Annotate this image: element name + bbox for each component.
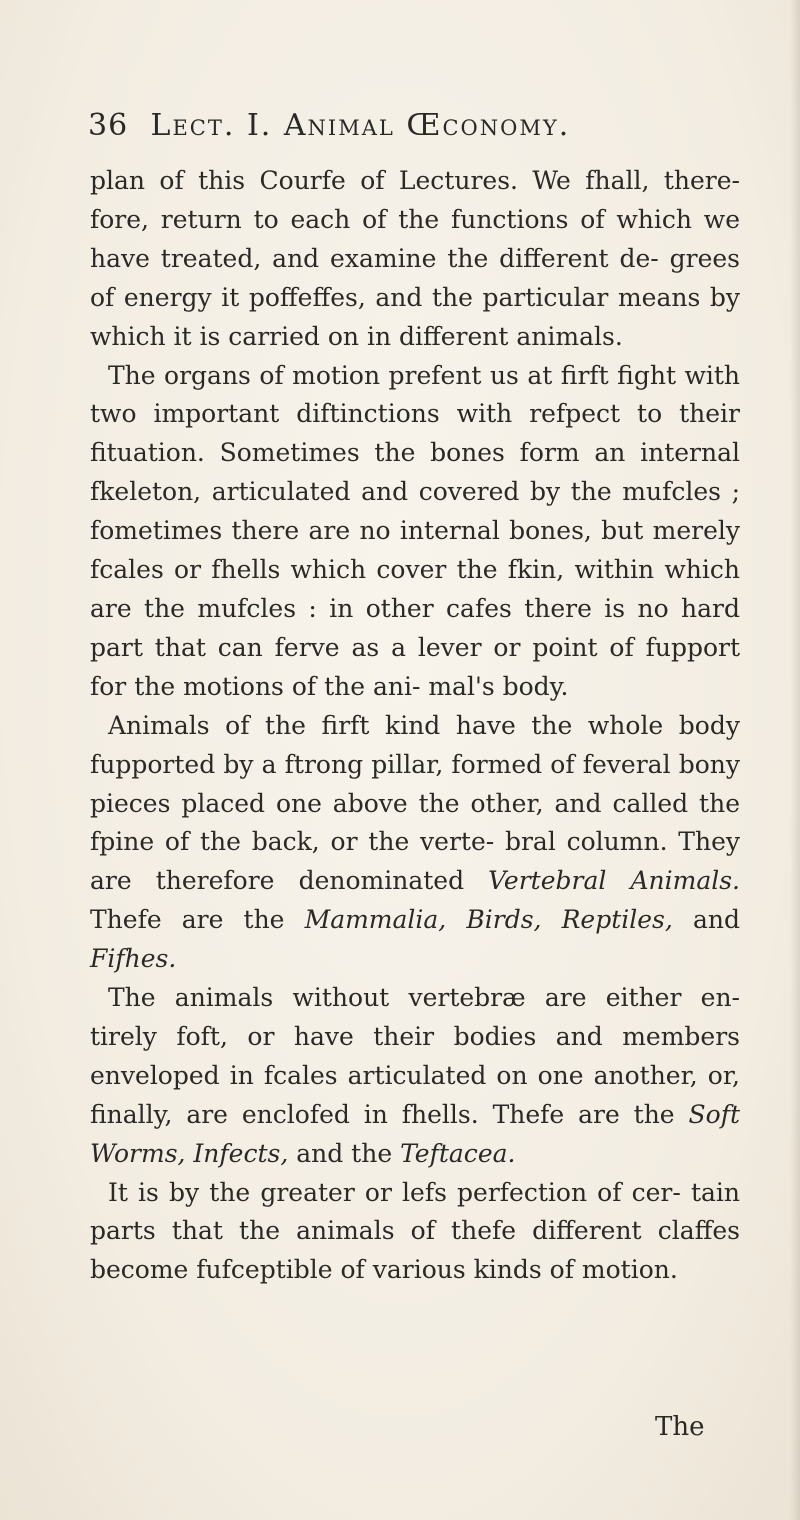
paragraph-text: and bbox=[672, 905, 740, 935]
italic-term: Mammalia, Birds, Reptiles, bbox=[304, 905, 673, 935]
paragraph-vertebral-animals bbox=[90, 707, 740, 979]
page-edge-shadow bbox=[790, 0, 800, 1520]
italic-term: Teftacea. bbox=[400, 1138, 516, 1168]
page-number: 36 bbox=[88, 108, 129, 143]
paragraph-text: Animals of the firft kind have the whole body fupported by a ftrong pillar, formed of feveral bony pieces placed one above the other, and called the fpine of the back, or the verte- bral column. They are therefore denominated bbox=[90, 710, 740, 896]
running-header bbox=[88, 108, 728, 148]
italic-term: Soft Worms, Infects, bbox=[90, 1099, 740, 1168]
paragraph-continuation: plan of this Courfe of Lectures. We fhall, there- fore, return to each of the functions of which we have treated, and examine the different de- grees of energy it poffeffes, and the particular means by which it is carried on in different animals. bbox=[90, 166, 740, 351]
paragraph-perfection: It is by the greater or lefs perfection of cer- tain parts that the animals of thefe different claffes become fufceptible of various kinds of motion. bbox=[90, 1177, 740, 1285]
paragraph-invertebrates bbox=[90, 979, 740, 1174]
italic-term: Vertebral Animals. bbox=[488, 866, 740, 896]
paragraph-text: The animals without vertebræ are either en- tirely foft, or have their bodies and members enveloped in fcales articulated on one another, or, finally, are enclofed in fhells. Thefe are the bbox=[90, 983, 740, 1129]
catchword: The bbox=[655, 1412, 705, 1442]
paragraph-organs-of-motion: The organs of motion prefent us at firft fight with two important diftinctions with refpect to their fituation. Sometimes the bones form an internal fkeleton, articulated and covered by the mufcles ; fometimes there are no internal bones, but merely fcales or fhells which cover the fkin, within which are the mufcles : in other cafes there is no hard part that can ferve as a lever or point of fupport for the motions of the ani- mal's body. bbox=[90, 360, 740, 701]
body-text bbox=[90, 162, 740, 1290]
paragraph-text: and the bbox=[288, 1138, 401, 1168]
paragraph-text: Thefe are the bbox=[90, 905, 305, 935]
italic-term: Fifhes. bbox=[90, 944, 177, 974]
running-title: Lect. I. Animal Œconomy. bbox=[150, 108, 571, 143]
